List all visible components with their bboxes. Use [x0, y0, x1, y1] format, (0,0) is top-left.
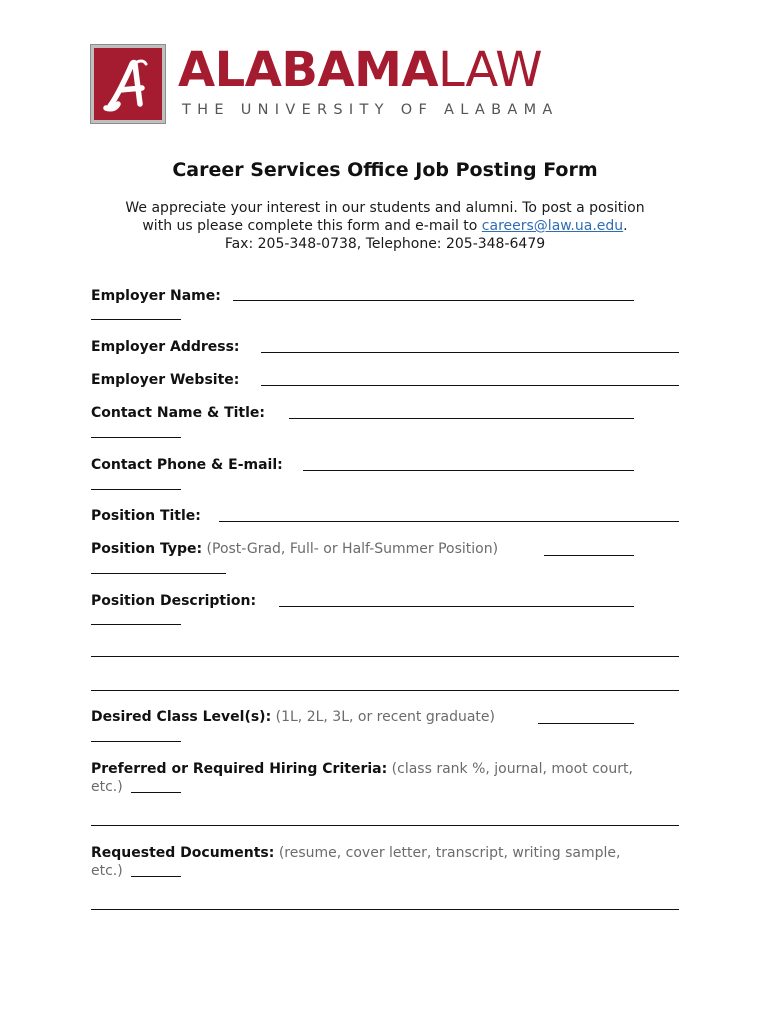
contact-name-field[interactable] [289, 418, 634, 419]
contact-phone-field-cont[interactable] [91, 489, 181, 490]
employer-website-field[interactable] [261, 385, 679, 386]
brand-primary: ALABAMA [178, 42, 439, 98]
employer-name-field-cont[interactable] [91, 319, 181, 320]
hiring-criteria-hint-cont: etc.) [91, 779, 123, 795]
employer-name-label: Employer Name: [91, 288, 221, 304]
position-title-field[interactable] [219, 521, 679, 522]
contact-phone-field[interactable] [303, 470, 634, 471]
contact-phone-label: Contact Phone & E-mail: [91, 457, 283, 473]
intro-line-2 [0, 217, 770, 235]
class-level-field[interactable] [538, 723, 634, 724]
position-type-field-cont[interactable] [91, 573, 226, 574]
page-title: Career Services Office Job Posting Form [172, 159, 598, 181]
employer-name-field[interactable] [233, 300, 634, 301]
brand-title [178, 44, 542, 96]
position-title-label: Position Title: [91, 508, 201, 524]
class-level-label: Desired Class Level(s): (1L, 2L, 3L, or recent graduate) [91, 709, 495, 725]
brand-secondary: LAW [438, 42, 543, 98]
requested-documents-hint-cont: etc.) [91, 863, 123, 879]
requested-documents-line-2[interactable] [91, 909, 679, 910]
position-description-field-cont[interactable] [91, 624, 181, 625]
requested-documents-label: Requested Documents: (resume, cover letter, transcript, writing sample, [91, 845, 621, 861]
contact-name-field-cont[interactable] [91, 437, 181, 438]
employer-website-label: Employer Website: [91, 372, 240, 388]
position-type-hint: (Post-Grad, Full- or Half-Summer Position) [206, 541, 499, 557]
intro-line-2-suffix: . [623, 218, 628, 234]
contact-name-label: Contact Name & Title: [91, 405, 266, 421]
hiring-criteria-label: Preferred or Required Hiring Criteria: (class rank %, journal, moot court, [91, 761, 633, 777]
position-description-line-2[interactable] [91, 656, 679, 657]
requested-documents-field[interactable] [131, 876, 181, 877]
intro-line-2-prefix: with us please complete this form and e-mail to [142, 218, 482, 234]
university-logo [91, 45, 165, 123]
intro-text [0, 199, 770, 253]
hiring-criteria-hint: (class rank %, journal, moot court, [391, 761, 633, 777]
position-type-field[interactable] [544, 555, 634, 556]
class-level-hint: (1L, 2L, 3L, or recent graduate) [275, 709, 495, 725]
hiring-criteria-field[interactable] [131, 792, 181, 793]
hiring-criteria-line-2[interactable] [91, 825, 679, 826]
brand-subtitle: THE UNIVERSITY OF ALABAMA [182, 102, 559, 118]
position-description-field[interactable] [279, 606, 634, 607]
position-description-line-3[interactable] [91, 690, 679, 691]
position-type-label: Position Type: (Post-Grad, Full- or Half-Summer Position) [91, 541, 499, 557]
employer-address-label: Employer Address: [91, 339, 240, 355]
script-a-logo-icon [102, 54, 154, 114]
position-description-label: Position Description: [91, 593, 257, 609]
careers-email-link[interactable]: careers@law.ua.edu [481, 218, 624, 234]
intro-line-3: Fax: 205-348-0738, Telephone: 205-348-6479 [224, 236, 546, 252]
employer-address-field[interactable] [261, 352, 679, 353]
class-level-field-cont[interactable] [91, 741, 181, 742]
intro-line-1: We appreciate your interest in our students and alumni. To post a position [125, 200, 645, 216]
requested-documents-hint: (resume, cover letter, transcript, writing sample, [278, 845, 621, 861]
